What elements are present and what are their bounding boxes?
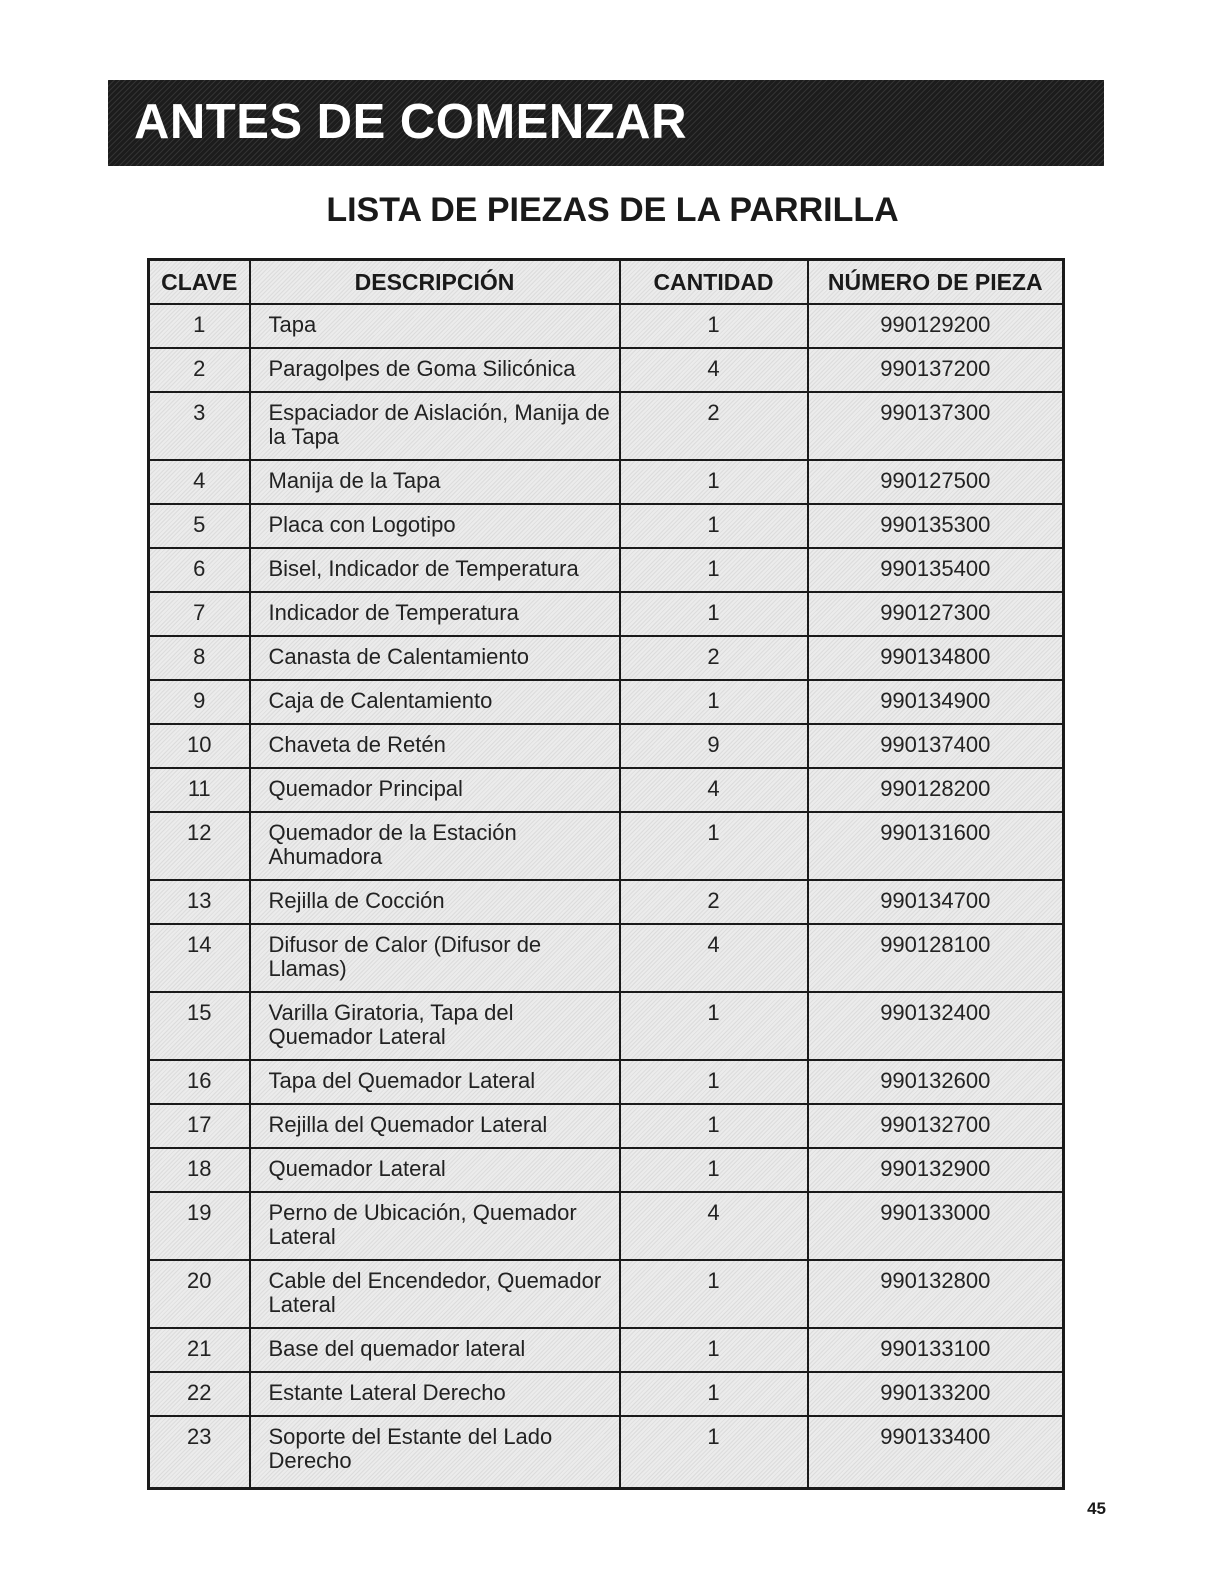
cell-quantity: 4	[620, 1192, 808, 1260]
cell-key: 6	[149, 548, 250, 592]
cell-part-number: 990133000	[808, 1192, 1064, 1260]
cell-description: Estante Lateral Derecho	[250, 1372, 620, 1416]
cell-key: 21	[149, 1328, 250, 1372]
cell-key: 23	[149, 1416, 250, 1489]
cell-description: Rejilla de Cocción	[250, 880, 620, 924]
cell-quantity: 4	[620, 924, 808, 992]
table-row	[149, 592, 1064, 636]
cell-key: 12	[149, 812, 250, 880]
cell-description: Caja de Calentamiento	[250, 680, 620, 724]
table-row	[149, 924, 1064, 992]
cell-description: Canasta de Calentamiento	[250, 636, 620, 680]
table-row	[149, 504, 1064, 548]
table-row	[149, 724, 1064, 768]
cell-key: 20	[149, 1260, 250, 1328]
cell-quantity: 2	[620, 880, 808, 924]
cell-description: Quemador de la Estación Ahumadora	[250, 812, 620, 880]
cell-quantity: 1	[620, 592, 808, 636]
cell-part-number: 990137300	[808, 392, 1064, 460]
cell-quantity: 1	[620, 992, 808, 1060]
cell-quantity: 1	[620, 1372, 808, 1416]
header-row	[149, 260, 1064, 305]
cell-part-number: 990137400	[808, 724, 1064, 768]
column-header-quantity: CANTIDAD	[620, 260, 808, 305]
banner-title: ANTES DE COMENZAR	[134, 95, 687, 149]
table-row	[149, 680, 1064, 724]
table-row	[149, 1060, 1064, 1104]
cell-key: 18	[149, 1148, 250, 1192]
cell-key: 9	[149, 680, 250, 724]
column-header-part-number: NÚMERO DE PIEZA	[808, 260, 1064, 305]
cell-description: Placa con Logotipo	[250, 504, 620, 548]
section-banner	[108, 80, 1104, 166]
cell-quantity: 4	[620, 768, 808, 812]
cell-part-number: 990132400	[808, 992, 1064, 1060]
cell-quantity: 1	[620, 1060, 808, 1104]
cell-key: 3	[149, 392, 250, 460]
cell-quantity: 1	[620, 1328, 808, 1372]
cell-description: Quemador Principal	[250, 768, 620, 812]
cell-quantity: 1	[620, 1104, 808, 1148]
table-row	[149, 812, 1064, 880]
cell-part-number: 990135400	[808, 548, 1064, 592]
table-row	[149, 1328, 1064, 1372]
column-header-key: CLAVE	[149, 260, 250, 305]
cell-quantity: 1	[620, 1148, 808, 1192]
cell-key: 14	[149, 924, 250, 992]
column-header-description: DESCRIPCIÓN	[250, 260, 620, 305]
table-row	[149, 392, 1064, 460]
cell-description: Rejilla del Quemador Lateral	[250, 1104, 620, 1148]
cell-key: 8	[149, 636, 250, 680]
cell-key: 16	[149, 1060, 250, 1104]
cell-description: Difusor de Calor (Difusor de Llamas)	[250, 924, 620, 992]
cell-part-number: 990128200	[808, 768, 1064, 812]
cell-part-number: 990137200	[808, 348, 1064, 392]
cell-key: 10	[149, 724, 250, 768]
cell-key: 2	[149, 348, 250, 392]
table-row	[149, 548, 1064, 592]
table-row	[149, 1372, 1064, 1416]
cell-key: 1	[149, 304, 250, 348]
cell-description: Soporte del Estante del Lado Derecho	[250, 1416, 620, 1489]
cell-part-number: 990135300	[808, 504, 1064, 548]
parts-table-body	[149, 304, 1064, 1489]
table-row	[149, 1104, 1064, 1148]
cell-part-number: 990132900	[808, 1148, 1064, 1192]
cell-quantity: 2	[620, 392, 808, 460]
table-row	[149, 768, 1064, 812]
cell-key: 7	[149, 592, 250, 636]
parts-table	[147, 258, 1065, 1490]
cell-description: Tapa	[250, 304, 620, 348]
cell-quantity: 1	[620, 304, 808, 348]
table-row	[149, 304, 1064, 348]
cell-description: Indicador de Temperatura	[250, 592, 620, 636]
cell-quantity: 1	[620, 812, 808, 880]
cell-part-number: 990134700	[808, 880, 1064, 924]
cell-quantity: 9	[620, 724, 808, 768]
cell-part-number: 990132800	[808, 1260, 1064, 1328]
table-row	[149, 636, 1064, 680]
cell-description: Paragolpes de Goma Silicónica	[250, 348, 620, 392]
cell-part-number: 990129200	[808, 304, 1064, 348]
cell-description: Varilla Giratoria, Tapa del Quemador Lateral	[250, 992, 620, 1060]
cell-part-number: 990132700	[808, 1104, 1064, 1148]
cell-description: Perno de Ubicación, Quemador Lateral	[250, 1192, 620, 1260]
cell-description: Base del quemador lateral	[250, 1328, 620, 1372]
cell-part-number: 990128100	[808, 924, 1064, 992]
cell-key: 22	[149, 1372, 250, 1416]
cell-description: Manija de la Tapa	[250, 460, 620, 504]
cell-description: Cable del Encendedor, Quemador Lateral	[250, 1260, 620, 1328]
cell-quantity: 1	[620, 504, 808, 548]
table-row	[149, 1416, 1064, 1489]
cell-key: 15	[149, 992, 250, 1060]
cell-part-number: 990134900	[808, 680, 1064, 724]
parts-table-header	[149, 260, 1064, 305]
table-row	[149, 992, 1064, 1060]
table-row	[149, 880, 1064, 924]
cell-quantity: 1	[620, 1416, 808, 1489]
cell-description: Chaveta de Retén	[250, 724, 620, 768]
cell-part-number: 990132600	[808, 1060, 1064, 1104]
table-row	[149, 1260, 1064, 1328]
cell-quantity: 1	[620, 548, 808, 592]
cell-quantity: 4	[620, 348, 808, 392]
cell-description: Quemador Lateral	[250, 1148, 620, 1192]
table-row	[149, 348, 1064, 392]
cell-part-number: 990127300	[808, 592, 1064, 636]
cell-part-number: 990133200	[808, 1372, 1064, 1416]
table-row	[149, 1148, 1064, 1192]
cell-quantity: 1	[620, 1260, 808, 1328]
cell-quantity: 1	[620, 680, 808, 724]
table-row	[149, 460, 1064, 504]
page-title: LISTA DE PIEZAS DE LA PARRILLA	[326, 191, 899, 229]
cell-key: 17	[149, 1104, 250, 1148]
cell-key: 5	[149, 504, 250, 548]
table-row	[149, 1192, 1064, 1260]
cell-quantity: 2	[620, 636, 808, 680]
cell-key: 4	[149, 460, 250, 504]
cell-quantity: 1	[620, 460, 808, 504]
cell-description: Bisel, Indicador de Temperatura	[250, 548, 620, 592]
page-number: 45	[1087, 1499, 1106, 1518]
cell-description: Espaciador de Aislación, Manija de la Tapa	[250, 392, 620, 460]
cell-part-number: 990133100	[808, 1328, 1064, 1372]
cell-part-number: 990133400	[808, 1416, 1064, 1489]
cell-key: 13	[149, 880, 250, 924]
cell-description: Tapa del Quemador Lateral	[250, 1060, 620, 1104]
cell-key: 19	[149, 1192, 250, 1260]
cell-part-number: 990127500	[808, 460, 1064, 504]
cell-part-number: 990134800	[808, 636, 1064, 680]
cell-part-number: 990131600	[808, 812, 1064, 880]
cell-key: 11	[149, 768, 250, 812]
